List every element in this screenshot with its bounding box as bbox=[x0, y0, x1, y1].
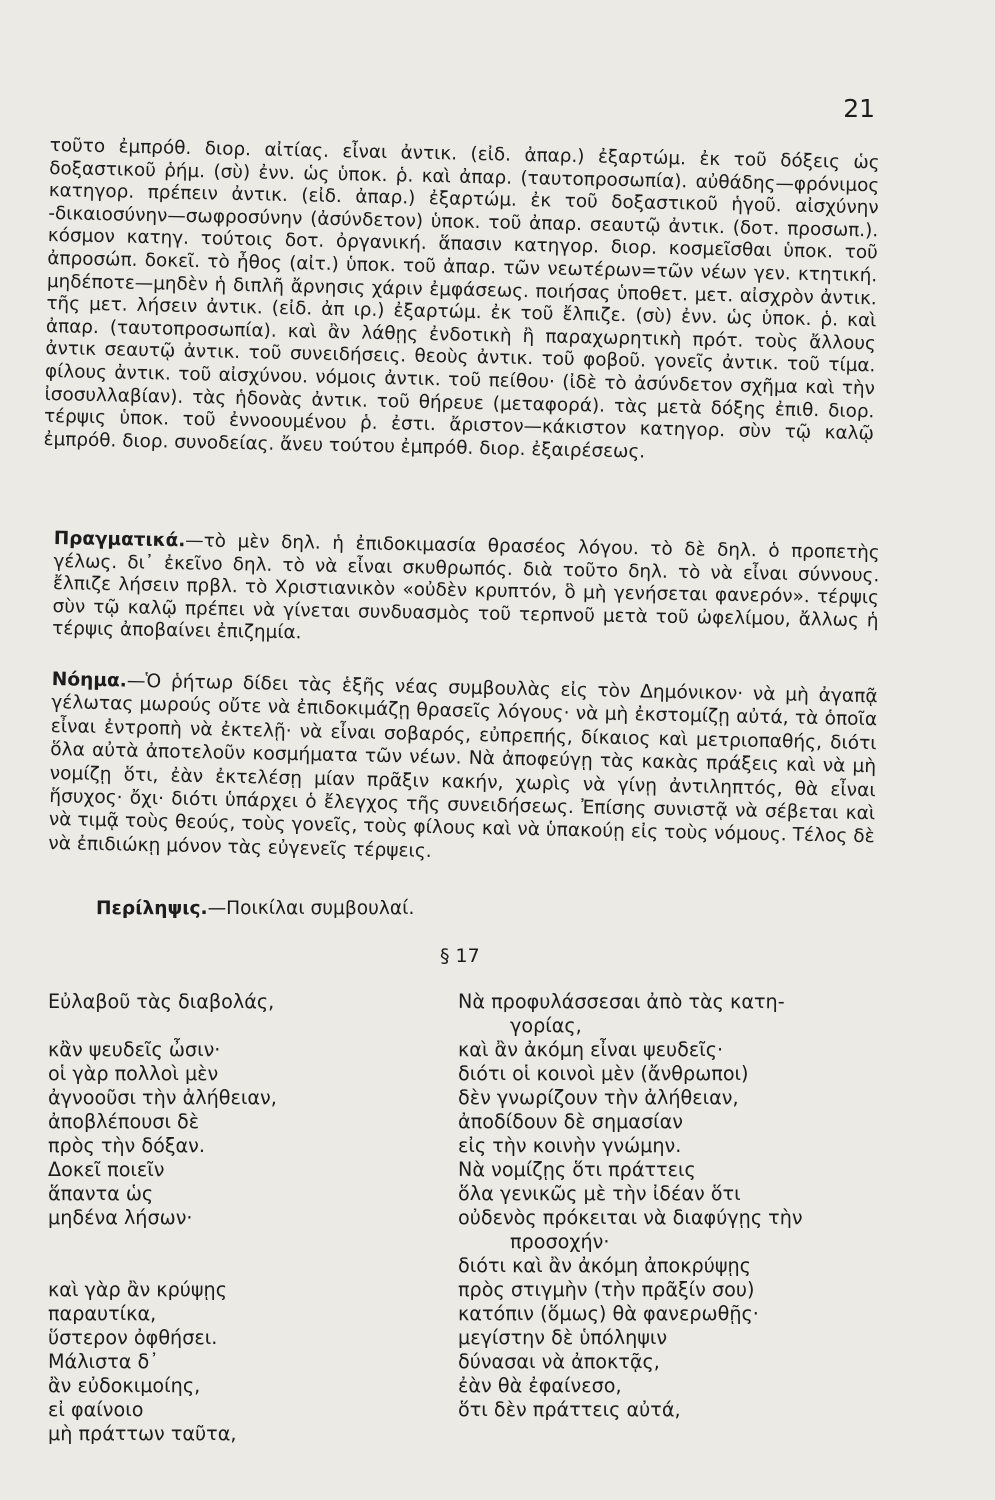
translation-line: Νὰ νομίζῃς ὅτι πράττεις bbox=[458, 1158, 696, 1181]
perilipsi-section bbox=[96, 898, 414, 919]
translation-line: μεγίστην δὲ ὑπόληψιν bbox=[458, 1326, 668, 1349]
translation-line: Νὰ προφυλάσσεσαι ἀπὸ τὰς κατη- bbox=[458, 990, 785, 1013]
translation-line: εἰς τὴν κοινὴν γνώμην. bbox=[458, 1134, 682, 1157]
section-number: § 17 bbox=[440, 945, 480, 967]
perilipsi-text: —Ποικίλαι συμβουλαί. bbox=[207, 898, 415, 919]
noima-text: —Ὁ ῥήτωρ δίδει τὰς ἑξῆς νέας συμβουλὰς εἰς τὸν Δημόνικον· νὰ μὴ ἀγαπᾷ γέλωτας μωρούς οὔτε νὰ ἐπιδοκιμάζῃ θρασεῖς λόγους· νὰ μὴ ἐκστομίζῃ αὐτά, τὰ ὁποῖα εἶναι ἐντροπὴ νὰ ἐκτελῇ· νὰ εἶναι σοβαρός, εὐπρεπής, δίκαιος καὶ μετριοπαθής, διότι ὅλα αὐτὰ ἀποτελοῦν κοσμήματα τῶν νέων. Νὰ ἀποφεύγῃ τὰς κακὰς πράξεις καὶ νὰ μὴ νομίζῃ ὅτι, ἐὰν ἐκτελέσῃ μίαν πρᾶξιν κακήν, χωρὶς νὰ γίνῃ ἀντιληπτός, θὰ εἶναι ἥσυχος· ὄχι· διότι ὑπάρχει ὁ ἔλεγχος τῆς συνειδήσεως. Ἐπίσης συνιστᾷ νὰ σέβεται καὶ νὰ τιμᾷ τοὺς θεούς, τοὺς γονεῖς, τοὺς φίλους καὶ νὰ ὑπακούῃ εἰς τοὺς νόμους. Τέλος δὲ νὰ ἐπιδιώκῃ μόνον τὰς εὐγενεῖς τέρψεις. bbox=[48, 670, 878, 862]
greek-line: παραυτίκα, bbox=[48, 1302, 157, 1325]
translation-line: ἐὰν θὰ ἐφαίνεσο, bbox=[458, 1374, 622, 1397]
translation-line: γορίας, bbox=[510, 1014, 582, 1037]
greek-line bbox=[48, 1230, 448, 1254]
greek-line: κἂν ψευδεῖς ὦσιν· bbox=[48, 1038, 221, 1061]
translation-column bbox=[458, 990, 898, 1422]
page-number: 21 bbox=[843, 94, 875, 123]
greek-line: μὴ πράττων ταῦτα, bbox=[48, 1422, 237, 1445]
greek-line: ἀγνοοῦσι τὴν ἀλήθειαν, bbox=[48, 1086, 277, 1109]
grammar-notes-text: τοῦτο ἐμπρόθ. διορ. αἰτίας. εἶναι ἀντικ. (εἰδ. ἀπαρ.) ἐξαρτώμ. ἐκ τοῦ δόξεις ὡς δοξαστικοῦ ῥήμ. (σὺ) ἐνν. ὡς ὑποκ. ῥ. καὶ ἀπαρ. (ταυτοπροσωπία). αὐθάδης—φρόνιμος κατηγορ. πρέπειν ἀντικ. (εἰδ. ἀπαρ.) ἐξαρτώμ. ἐκ τοῦ δοξαστικοῦ ἡγοῦ. αἰσχύνην -δικαιοσύνην—σωφροσύνην (ἀσύνδετον) ὑποκ. τοῦ ἀπαρ. σεαυτῷ ἀντικ. (δοτ. προσωπ.). κόσμον κατηγ. τούτοις δοτ. ὀργανική. ἅπασιν κατηγορ. διορ. κοσμεῖσθαι ὑποκ. τοῦ ἀπροσώπ. δοκεῖ. τὸ ἦθος (αἰτ.) ὑποκ. τοῦ ἀπαρ. τῶν νεωτέρων=τῶν νέων γεν. κτητική. μηδέποτε—μηδὲν ἡ διπλῆ ἄρνησις χάριν ἐμφάσεως. ποιήσας ὑποθετ. μετ. αἰσχρὸν ἀντικ. τῆς μετ. λήσειν ἀντικ. (εἰδ. ἀπ ιρ.) ἐξαρτώμ. ἐκ τοῦ ἔλπιζε. (σὺ) ἐνν. ὡς ὑποκ. ῥ. καὶ ἀπαρ. (ταυτοπροσωπία). καὶ ἂν λάθῃς ἐνδοτικὴ ἢ παραχωρητικὴ πρότ. τοὺς ἄλλους ἀντικ σεαυτῷ ἀντικ. τοῦ συνειδήσεις. θεοὺς ἀντικ. τοῦ φοβοῦ. γονεῖς ἀντικ. τοῦ τίμα. φίλους ἀντικ. τοῦ αἰσχύνου. νόμοις ἀντικ. τοῦ πείθου· (ἰδὲ τὸ ἀσύνδετον σχῆμα καὶ τὴν ἰσοσυλλαβίαν). τὰς ἡδονὰς ἀντικ. τοῦ θήρευε (μεταφορά). τὰς μετὰ δόξης ἐπιθ. διορ. τέρψις ὑποκ. τοῦ ἐννοουμένου ῥ. ἐστι. ἄριστον—κάκιστον κατηγορ. σὺν τῷ καλῷ ἐμπρόθ. διορ. συνοδείας. ἄνευ τούτου ἐμπρόθ. διορ. ἐξαιρέσεως. bbox=[43, 135, 880, 463]
translation-line: πρὸς στιγμὴν (τὴν πρᾶξίν σου) bbox=[458, 1278, 755, 1301]
translation-line: δύνασαι νὰ ἀποκτᾷς, bbox=[458, 1350, 660, 1373]
greek-text-column bbox=[48, 990, 448, 1446]
translation-line: ὅλα γενικῶς μὲ τὴν ἰδέαν ὅτι bbox=[458, 1182, 741, 1205]
greek-line: Εὐλαβοῦ τὰς διαβολάς, bbox=[48, 990, 275, 1013]
pragmatika-section bbox=[52, 528, 880, 655]
pragmatika-heading: Πραγματικά. bbox=[53, 528, 186, 552]
translation-line: κατόπιν (ὅμως) θὰ φανερωθῇς· bbox=[458, 1302, 759, 1325]
greek-line bbox=[48, 1014, 448, 1038]
noima-section bbox=[48, 668, 878, 873]
greek-line: ἅπαντα ὡς bbox=[48, 1182, 154, 1205]
greek-line: εἰ φαίνοιο bbox=[48, 1398, 144, 1421]
translation-line: ὅτι δὲν πράττεις αὐτά, bbox=[458, 1398, 681, 1421]
pragmatika-text: —τὸ μὲν δηλ. ἡ ἐπιδοκιμασία θρασέος λόγου. τὸ δὲ δηλ. ὁ προπετὴς γέλως. δι᾽ ἐκεῖνο δηλ. τὸ νὰ εἶναι σκυθρωπός. διὰ τοῦτο δηλ. τὸ νὰ εἶναι σύννους. ἔλπιζε λήσειν πρβλ. τὸ Χριστιανικὸν «οὐδὲν κρυπτόν, ὃ μὴ γενήσεται φανερόν». τέρψις σὺν τῷ καλῷ πρέπει νὰ γίνεται συνδυασμὸς τοῦ τερπνοῦ μετὰ τοῦ ὠφελίμου, ἄλλως ἡ τέρψις ἀποβαίνει ἐπιζημία. bbox=[52, 530, 880, 644]
greek-line: μηδένα λήσων· bbox=[48, 1206, 193, 1229]
greek-line: πρὸς τὴν δόξαν. bbox=[48, 1134, 206, 1157]
perilipsi-heading: Περίληψις. bbox=[96, 898, 208, 919]
translation-line: δὲν γνωρίζουν τὴν ἀλήθειαν, bbox=[458, 1086, 739, 1109]
greek-line: καὶ γὰρ ἂν κρύψῃς bbox=[48, 1278, 227, 1301]
greek-line: Μάλιστα δ᾽ bbox=[48, 1350, 159, 1373]
greek-line: οἱ γὰρ πολλοὶ μὲν bbox=[48, 1062, 219, 1085]
grammar-notes bbox=[43, 135, 879, 469]
greek-line: ἂν εὐδοκιμοίης, bbox=[48, 1374, 201, 1397]
translation-line: προσοχήν· bbox=[510, 1230, 610, 1253]
greek-line: ἀποβλέπουσι δὲ bbox=[48, 1110, 200, 1133]
noima-heading: Νόημα. bbox=[51, 668, 128, 692]
greek-line: ὕστερον ὀφθήσει. bbox=[48, 1326, 218, 1349]
translation-line: διότι οἱ κοινοὶ μὲν (ἄνθρωποι) bbox=[458, 1062, 749, 1085]
translation-line: διότι καὶ ἂν ἀκόμη ἀποκρύψῃς bbox=[458, 1254, 751, 1277]
greek-line: Δοκεῖ ποιεῖν bbox=[48, 1158, 165, 1181]
greek-line bbox=[48, 1254, 448, 1278]
translation-line: οὐδενὸς πρόκειται νὰ διαφύγῃς τὴν bbox=[458, 1206, 803, 1229]
translation-line: καὶ ἂν ἀκόμη εἶναι ψευδεῖς· bbox=[458, 1038, 724, 1061]
translation-line: ἀποδίδουν δὲ σημασίαν bbox=[458, 1110, 683, 1133]
